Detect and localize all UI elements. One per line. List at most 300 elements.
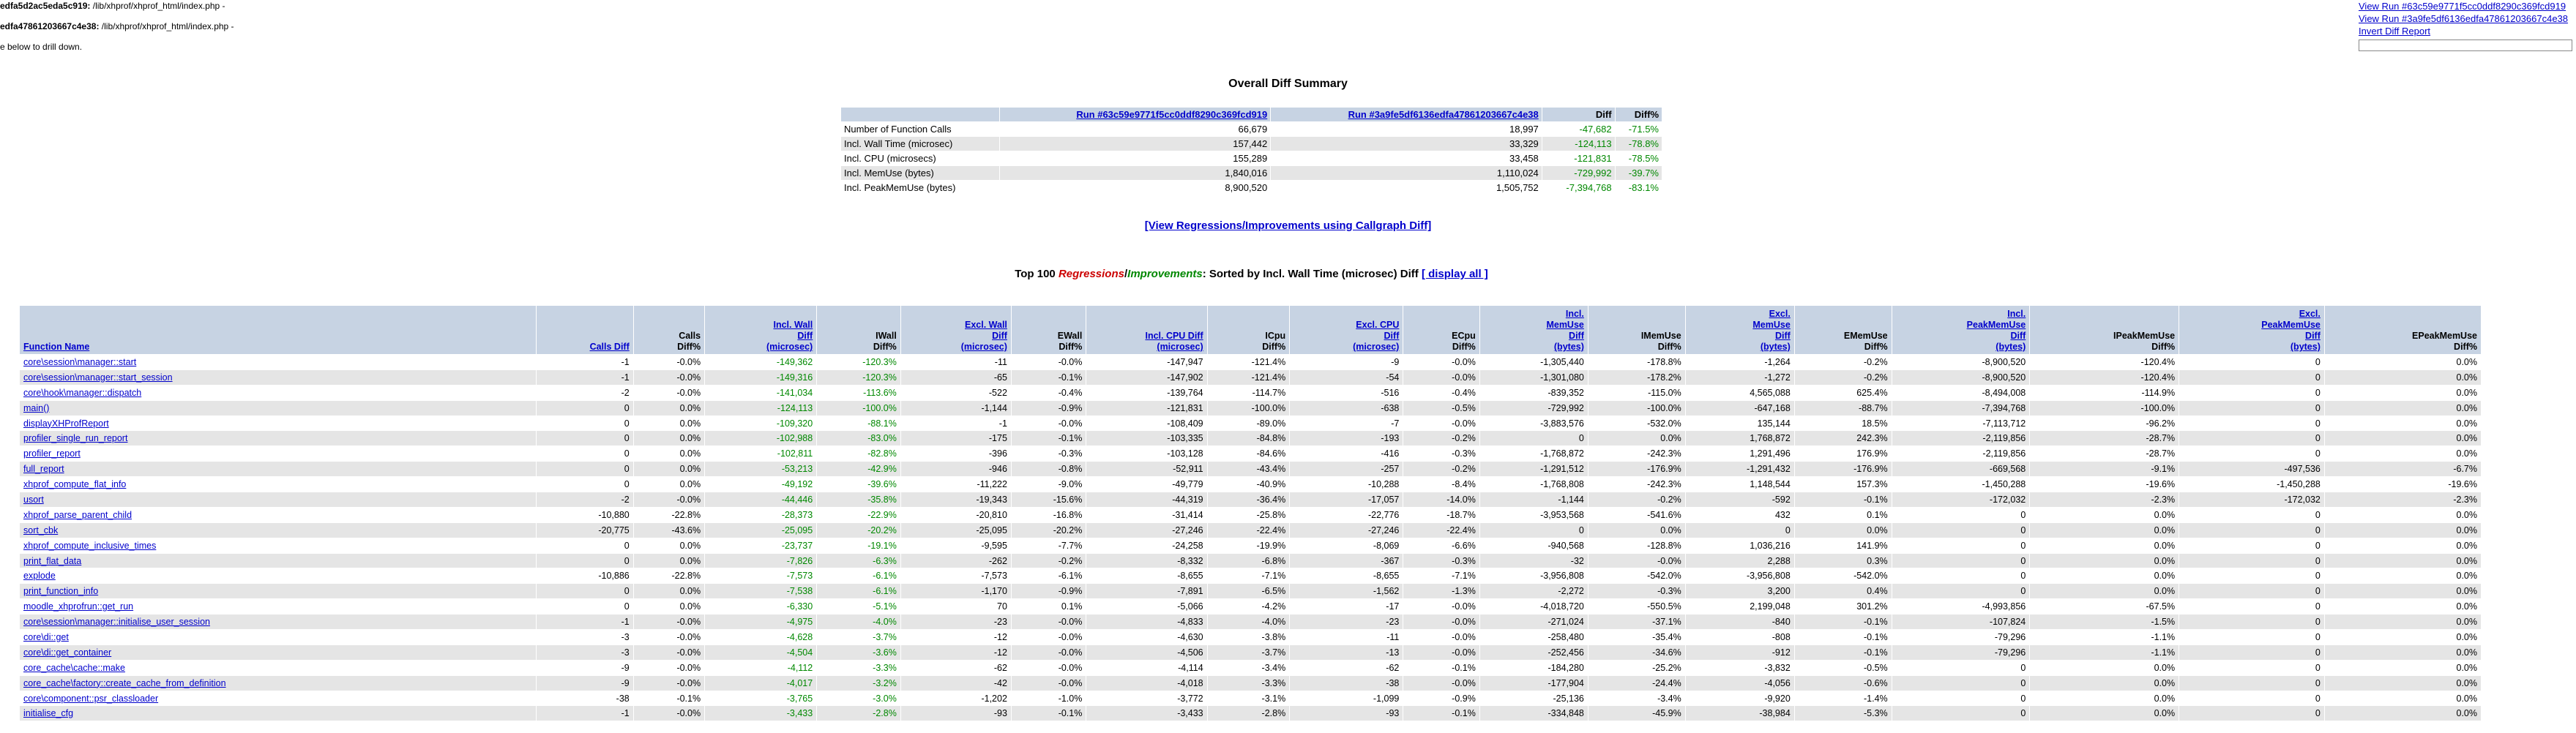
overall-summary-row [841, 122, 1662, 136]
cell-excl-peakmemuse-diff-bytes: 0 [2179, 508, 2324, 522]
cell-ecpu-diff: -14.0% [1403, 492, 1479, 507]
cell-function-name [20, 554, 536, 568]
table-row [20, 554, 2481, 568]
cell-excl-wall-diff-microsec: -7,573 [901, 568, 1011, 583]
overall-run1-link[interactable]: Run #63c59e9771f5cc0ddf8290c369fcd919 [1076, 109, 1268, 120]
overall-header-run1 [1000, 108, 1271, 121]
cell-ememuse-diff: 176.9% [1795, 446, 1892, 461]
top-right-links [2359, 0, 2572, 51]
column-header-label: Incl. PeakMemUse Diff (bytes) [1966, 309, 2026, 352]
cell-excl-peakmemuse-diff-bytes: 0 [2179, 630, 2324, 644]
cell-ipeakmemuse-diff: -2.3% [2030, 492, 2179, 507]
cell-imemuse-diff: -178.2% [1588, 370, 1685, 385]
cell-excl-peakmemuse-diff-bytes: -497,536 [2179, 462, 2324, 476]
sort-by-excl-cpu-diff-microsec-link[interactable] [1353, 320, 1399, 352]
run1-id-fragment: edfa5d2ac5eda5c919: [0, 1, 91, 11]
function-name-link[interactable]: profiler_report [23, 448, 81, 459]
slash-label: / [1124, 268, 1128, 280]
cell-calls-diff: 0.0% [634, 599, 704, 614]
cell-incl-cpu-diff-microsec: -4,018 [1086, 676, 1206, 691]
cell-excl-cpu-diff-microsec: -93 [1290, 706, 1403, 721]
display-all-link[interactable]: [ display all ] [1421, 268, 1488, 280]
cell-excl-peakmemuse-diff-bytes: 0 [2179, 554, 2324, 568]
cell-excl-cpu-diff-microsec: -8,069 [1290, 538, 1403, 553]
cell-incl-peakmemuse-diff-bytes: 0 [1892, 538, 2030, 553]
cell-calls-diff: -0.0% [634, 386, 704, 400]
cell-function-name [20, 431, 536, 446]
cell-imemuse-diff: -176.9% [1588, 462, 1685, 476]
cell-calls-diff: -20,775 [537, 523, 633, 538]
column-header-label: Function Name [23, 342, 90, 352]
cell-calls-diff: -0.0% [634, 492, 704, 507]
cell-excl-wall-diff-microsec: -1,202 [901, 691, 1011, 706]
cell-iwall-diff: -3.6% [817, 645, 900, 660]
cell-excl-wall-diff-microsec: -396 [901, 446, 1011, 461]
cell-function-name [20, 446, 536, 461]
table-row [20, 462, 2481, 476]
cell-icpu-diff: -6.5% [1208, 584, 1290, 598]
sort-by-calls-diff-link[interactable] [590, 342, 630, 352]
cell-excl-peakmemuse-diff-bytes: 0 [2179, 645, 2324, 660]
cell-calls-diff: -1 [537, 614, 633, 629]
cell-incl-memuse-diff-bytes: -940,568 [1480, 538, 1588, 553]
sort-by-incl-cpu-diff-microsec-link[interactable] [1145, 331, 1203, 352]
cell-epeakmemuse-diff: 0.0% [2325, 446, 2481, 461]
cell-incl-wall-diff-microsec: -6,330 [705, 599, 816, 614]
column-header-excl-cpu-diff-microsec [1290, 306, 1403, 354]
cell-incl-memuse-diff-bytes: -252,456 [1480, 645, 1588, 660]
cell-ipeakmemuse-diff: 0.0% [2030, 676, 2179, 691]
function-name-link[interactable]: profiler_single_run_report [23, 433, 128, 444]
cell-incl-peakmemuse-diff-bytes: -2,119,856 [1892, 446, 2030, 461]
cell-imemuse-diff: 0.0% [1588, 431, 1685, 446]
cell-epeakmemuse-diff: 0.0% [2325, 416, 2481, 431]
overall-cell-label: Incl. PeakMemUse (bytes) [841, 181, 999, 195]
overall-cell-pct: -39.7% [1616, 166, 1662, 180]
cell-calls-diff: 0 [537, 599, 633, 614]
improvements-label: Improvements [1127, 268, 1203, 280]
cell-excl-memuse-diff-bytes: 1,148,544 [1686, 477, 1794, 492]
function-name-link[interactable]: displayXHProfReport [23, 418, 109, 429]
cell-excl-cpu-diff-microsec: -17,057 [1290, 492, 1403, 507]
cell-ewall-diff: -0.2% [1012, 554, 1086, 568]
cell-ewall-diff: -0.4% [1012, 386, 1086, 400]
cell-icpu-diff: -3.3% [1208, 676, 1290, 691]
cell-incl-memuse-diff-bytes: 0 [1480, 523, 1588, 538]
top100-prefix: Top 100 [1015, 268, 1059, 280]
cell-ecpu-diff: -1.3% [1403, 584, 1479, 598]
cell-excl-peakmemuse-diff-bytes: 0 [2179, 386, 2324, 400]
cell-incl-wall-diff-microsec: -4,112 [705, 661, 816, 675]
function-name-link[interactable]: core_cache\cache::make [23, 662, 125, 673]
cell-ewall-diff: -0.0% [1012, 645, 1086, 660]
cell-iwall-diff: -100.0% [817, 401, 900, 416]
cell-icpu-diff: -40.9% [1208, 477, 1290, 492]
cell-excl-peakmemuse-diff-bytes: 0 [2179, 370, 2324, 385]
function-name-link[interactable]: core\di::get [23, 631, 69, 642]
cell-excl-memuse-diff-bytes: -1,264 [1686, 355, 1794, 369]
cell-imemuse-diff: -242.3% [1588, 446, 1685, 461]
cell-incl-cpu-diff-microsec: -139,764 [1086, 386, 1206, 400]
cell-function-name [20, 691, 536, 706]
cell-ecpu-diff: -0.5% [1403, 401, 1479, 416]
cell-excl-wall-diff-microsec: -12 [901, 645, 1011, 660]
cell-iwall-diff: -3.0% [817, 691, 900, 706]
column-header-label: Incl. MemUse Diff (bytes) [1546, 309, 1584, 352]
cell-ewall-diff: -9.0% [1012, 477, 1086, 492]
table-row [20, 676, 2481, 691]
overall-summary-header [841, 108, 1662, 121]
cell-excl-wall-diff-microsec: -175 [901, 431, 1011, 446]
cell-function-name [20, 416, 536, 431]
cell-ecpu-diff: -18.7% [1403, 508, 1479, 522]
cell-iwall-diff: -6.1% [817, 584, 900, 598]
cell-ecpu-diff: -22.4% [1403, 523, 1479, 538]
cell-imemuse-diff: -0.3% [1588, 584, 1685, 598]
sort-by-incl-peakmemuse-diff-bytes-link[interactable] [1967, 309, 2026, 352]
cell-ememuse-diff: -0.5% [1795, 661, 1892, 675]
overall-summary-row [841, 181, 1662, 195]
cell-iwall-diff: -82.8% [817, 446, 900, 461]
cell-excl-cpu-diff-microsec: -27,246 [1290, 523, 1403, 538]
column-header-excl-peakmemuse-diff-bytes [2179, 306, 2324, 354]
callgraph-diff-link[interactable]: [View Regressions/Improvements using Callgraph Diff] [1144, 219, 1432, 232]
cell-epeakmemuse-diff: 0.0% [2325, 691, 2481, 706]
cell-incl-cpu-diff-microsec: -4,630 [1086, 630, 1206, 644]
cell-excl-cpu-diff-microsec: -23 [1290, 614, 1403, 629]
function-name-link[interactable]: core\di::get_container [23, 647, 112, 658]
cell-excl-wall-diff-microsec: -262 [901, 554, 1011, 568]
cell-calls-diff: -1 [537, 706, 633, 721]
invert-diff-link[interactable]: Invert Diff Report [2359, 26, 2431, 37]
cell-ewall-diff: -0.8% [1012, 462, 1086, 476]
cell-calls-diff: -1 [537, 355, 633, 369]
cell-icpu-diff: -4.2% [1208, 599, 1290, 614]
cell-excl-wall-diff-microsec: -9,595 [901, 538, 1011, 553]
cell-calls-diff: -43.6% [634, 523, 704, 538]
cell-epeakmemuse-diff: 0.0% [2325, 401, 2481, 416]
cell-excl-peakmemuse-diff-bytes: -1,450,288 [2179, 477, 2324, 492]
function-name-link[interactable]: usort [23, 494, 44, 505]
cell-excl-memuse-diff-bytes: -4,056 [1686, 676, 1794, 691]
run2-source-line [0, 16, 234, 37]
function-name-link[interactable]: moodle_xhprofrun::get_run [23, 601, 134, 612]
cell-calls-diff: 0 [537, 554, 633, 568]
cell-ewall-diff: -0.1% [1012, 431, 1086, 446]
overall-header-diff: Diff [1542, 108, 1615, 121]
cell-excl-peakmemuse-diff-bytes: 0 [2179, 523, 2324, 538]
column-header-label: ICpu Diff% [1262, 331, 1286, 352]
cell-excl-peakmemuse-diff-bytes: 0 [2179, 355, 2324, 369]
cell-incl-wall-diff-microsec: -109,320 [705, 416, 816, 431]
cell-excl-memuse-diff-bytes: -647,168 [1686, 401, 1794, 416]
cell-incl-wall-diff-microsec: -3,765 [705, 691, 816, 706]
table-row [20, 691, 2481, 706]
cell-excl-memuse-diff-bytes: 3,200 [1686, 584, 1794, 598]
cell-excl-cpu-diff-microsec: -1,099 [1290, 691, 1403, 706]
cell-function-name [20, 355, 536, 369]
column-header-incl-cpu-diff-microsec [1086, 306, 1206, 354]
cell-incl-wall-diff-microsec: -149,316 [705, 370, 816, 385]
cell-excl-cpu-diff-microsec: -638 [1290, 401, 1403, 416]
cell-excl-memuse-diff-bytes: 135,144 [1686, 416, 1794, 431]
cell-ewall-diff: -0.1% [1012, 706, 1086, 721]
view-run2-link[interactable]: View Run #3a9fe5df6136edfa47861203667c4e38 [2359, 13, 2569, 24]
cell-excl-cpu-diff-microsec: -257 [1290, 462, 1403, 476]
cell-incl-cpu-diff-microsec: -147,947 [1086, 355, 1206, 369]
cell-excl-cpu-diff-microsec: -22,776 [1290, 508, 1403, 522]
overall-cell-label: Incl. MemUse (bytes) [841, 166, 999, 180]
cell-calls-diff: 0.0% [634, 584, 704, 598]
table-row [20, 492, 2481, 507]
run2-id-fragment: edfa47861203667c4e38: [0, 21, 100, 31]
function-name-link[interactable]: explode [23, 571, 56, 582]
cell-calls-diff: 0 [537, 401, 633, 416]
cell-epeakmemuse-diff: 0.0% [2325, 676, 2481, 691]
function-name-link[interactable]: sort_cbk [23, 525, 59, 535]
cell-excl-cpu-diff-microsec: -11 [1290, 630, 1403, 644]
cell-excl-peakmemuse-diff-bytes: 0 [2179, 706, 2324, 721]
function-search-input[interactable] [2359, 40, 2572, 51]
cell-iwall-diff: -4.0% [817, 614, 900, 629]
cell-calls-diff: -10,886 [537, 568, 633, 583]
function-name-link[interactable]: xhprof_parse_parent_child [23, 509, 132, 520]
cell-incl-cpu-diff-microsec: -24,258 [1086, 538, 1206, 553]
cell-incl-memuse-diff-bytes: -177,904 [1480, 676, 1588, 691]
function-name-link[interactable]: main() [23, 402, 50, 413]
cell-iwall-diff: -20.2% [817, 523, 900, 538]
cell-excl-memuse-diff-bytes: 2,288 [1686, 554, 1794, 568]
cell-excl-wall-diff-microsec: -20,810 [901, 508, 1011, 522]
cell-function-name [20, 462, 536, 476]
cell-icpu-diff: -121.4% [1208, 355, 1290, 369]
cell-incl-peakmemuse-diff-bytes: 0 [1892, 523, 2030, 538]
overall-run2-link[interactable]: Run #3a9fe5df6136edfa47861203667c4e38 [1348, 109, 1539, 120]
overall-cell-run2: 33,329 [1271, 137, 1542, 151]
cell-excl-memuse-diff-bytes: 1,291,496 [1686, 446, 1794, 461]
cell-incl-memuse-diff-bytes: -1,144 [1480, 492, 1588, 507]
cell-function-name [20, 568, 536, 583]
overall-cell-pct: -71.5% [1616, 122, 1662, 136]
cell-excl-wall-diff-microsec: -19,343 [901, 492, 1011, 507]
cell-imemuse-diff: -25.2% [1588, 661, 1685, 675]
sort-by-incl-wall-diff-microsec-link[interactable] [766, 320, 813, 352]
table-row [20, 706, 2481, 721]
cell-incl-peakmemuse-diff-bytes: -79,296 [1892, 630, 2030, 644]
cell-icpu-diff: -114.7% [1208, 386, 1290, 400]
function-name-link[interactable]: xhprof_compute_inclusive_times [23, 540, 157, 551]
overall-cell-diff: -124,113 [1542, 137, 1615, 151]
cell-incl-cpu-diff-microsec: -103,128 [1086, 446, 1206, 461]
cell-iwall-diff: -6.1% [817, 568, 900, 583]
cell-incl-wall-diff-microsec: -25,095 [705, 523, 816, 538]
cell-ememuse-diff: 0.0% [1795, 523, 1892, 538]
cell-excl-cpu-diff-microsec: -9 [1290, 355, 1403, 369]
cell-excl-memuse-diff-bytes: -3,832 [1686, 661, 1794, 675]
cell-ememuse-diff: -0.1% [1795, 645, 1892, 660]
cell-imemuse-diff: -550.5% [1588, 599, 1685, 614]
cell-excl-peakmemuse-diff-bytes: 0 [2179, 401, 2324, 416]
cell-ecpu-diff: -0.0% [1403, 630, 1479, 644]
cell-incl-cpu-diff-microsec: -121,831 [1086, 401, 1206, 416]
function-name-link[interactable]: core\session\manager::start [23, 356, 137, 367]
cell-function-name [20, 508, 536, 522]
cell-icpu-diff: -3.1% [1208, 691, 1290, 706]
cell-ememuse-diff: -542.0% [1795, 568, 1892, 583]
function-name-link[interactable]: print_function_info [23, 586, 99, 597]
sort-by-function-name-link[interactable] [23, 342, 89, 352]
cell-incl-memuse-diff-bytes: -3,883,576 [1480, 416, 1588, 431]
cell-ipeakmemuse-diff: -1.1% [2030, 645, 2179, 660]
overall-cell-run2: 33,458 [1271, 151, 1542, 165]
sort-by-excl-wall-diff-microsec-link[interactable] [961, 320, 1007, 352]
cell-incl-peakmemuse-diff-bytes: -79,296 [1892, 645, 2030, 660]
column-header-label: EMemUse Diff% [1843, 331, 1888, 352]
sort-by-excl-peakmemuse-diff-bytes-link[interactable] [2261, 309, 2321, 352]
cell-excl-cpu-diff-microsec: -1,562 [1290, 584, 1403, 598]
cell-iwall-diff: -120.3% [817, 370, 900, 385]
cell-ewall-diff: -0.9% [1012, 401, 1086, 416]
overall-cell-run1: 8,900,520 [1000, 181, 1271, 195]
cell-excl-memuse-diff-bytes: -1,291,432 [1686, 462, 1794, 476]
cell-excl-peakmemuse-diff-bytes: 0 [2179, 599, 2324, 614]
column-header-excl-wall-diff-microsec [901, 306, 1011, 354]
table-row [20, 645, 2481, 660]
function-name-link[interactable]: core\component::psr_classloader [23, 693, 159, 704]
cell-imemuse-diff: -3.4% [1588, 691, 1685, 706]
cell-ememuse-diff: 301.2% [1795, 599, 1892, 614]
cell-epeakmemuse-diff: -6.7% [2325, 462, 2481, 476]
cell-incl-cpu-diff-microsec: -4,114 [1086, 661, 1206, 675]
cell-function-name [20, 645, 536, 660]
column-header-label: Incl. Wall Diff (microsec) [766, 320, 813, 352]
cell-epeakmemuse-diff: 0.0% [2325, 706, 2481, 721]
cell-incl-memuse-diff-bytes: -258,480 [1480, 630, 1588, 644]
cell-icpu-diff: -84.6% [1208, 446, 1290, 461]
cell-incl-wall-diff-microsec: -4,628 [705, 630, 816, 644]
cell-ecpu-diff: -8.4% [1403, 477, 1479, 492]
cell-incl-cpu-diff-microsec: -5,066 [1086, 599, 1206, 614]
cell-excl-cpu-diff-microsec: -193 [1290, 431, 1403, 446]
cell-excl-memuse-diff-bytes: 2,199,048 [1686, 599, 1794, 614]
cell-calls-diff: -0.1% [634, 691, 704, 706]
cell-incl-wall-diff-microsec: -23,737 [705, 538, 816, 553]
function-name-link[interactable]: print_flat_data [23, 555, 82, 566]
cell-excl-wall-diff-microsec: -65 [901, 370, 1011, 385]
cell-calls-diff: -0.0% [634, 370, 704, 385]
column-header-label: Incl. CPU Diff (microsec) [1145, 331, 1203, 352]
function-name-link[interactable]: core_cache\factory::create_cache_from_definition [23, 677, 226, 688]
cell-ipeakmemuse-diff: 0.0% [2030, 554, 2179, 568]
cell-incl-peakmemuse-diff-bytes: -172,032 [1892, 492, 2030, 507]
function-name-link[interactable]: core\session\manager::start_session [23, 372, 173, 383]
cell-ipeakmemuse-diff: -19.6% [2030, 477, 2179, 492]
cell-incl-peakmemuse-diff-bytes: -2,119,856 [1892, 431, 2030, 446]
cell-incl-peakmemuse-diff-bytes: 0 [1892, 554, 2030, 568]
cell-ecpu-diff: -0.0% [1403, 645, 1479, 660]
table-row [20, 661, 2481, 675]
cell-ipeakmemuse-diff: -100.0% [2030, 401, 2179, 416]
cell-ewall-diff: -7.7% [1012, 538, 1086, 553]
overall-cell-run1: 157,442 [1000, 137, 1271, 151]
cell-ipeakmemuse-diff: 0.0% [2030, 691, 2179, 706]
overall-cell-run1: 155,289 [1000, 151, 1271, 165]
cell-incl-peakmemuse-diff-bytes: -1,450,288 [1892, 477, 2030, 492]
view-run1-link[interactable]: View Run #63c59e9771f5cc0ddf8290c369fcd919 [2359, 1, 2566, 12]
cell-imemuse-diff: -45.9% [1588, 706, 1685, 721]
sort-by-excl-memuse-diff-bytes-link[interactable] [1752, 309, 1790, 352]
column-header-label: IPeakMemUse Diff% [2113, 331, 2176, 352]
cell-function-name [20, 661, 536, 675]
cell-ememuse-diff: -88.7% [1795, 401, 1892, 416]
cell-imemuse-diff: -242.3% [1588, 477, 1685, 492]
overall-cell-run1: 1,840,016 [1000, 166, 1271, 180]
cell-ecpu-diff: -0.4% [1403, 386, 1479, 400]
cell-calls-diff: -22.8% [634, 568, 704, 583]
cell-incl-wall-diff-microsec: -149,362 [705, 355, 816, 369]
table-row [20, 446, 2481, 461]
function-name-link[interactable]: core\hook\manager::dispatch [23, 387, 142, 398]
cell-incl-cpu-diff-microsec: -44,319 [1086, 492, 1206, 507]
overall-cell-diff: -7,394,768 [1542, 181, 1615, 195]
cell-iwall-diff: -39.6% [817, 477, 900, 492]
cell-epeakmemuse-diff: 0.0% [2325, 599, 2481, 614]
cell-ecpu-diff: -6.6% [1403, 538, 1479, 553]
cell-iwall-diff: -113.6% [817, 386, 900, 400]
cell-excl-memuse-diff-bytes: 1,036,216 [1686, 538, 1794, 553]
cell-ecpu-diff: -7.1% [1403, 568, 1479, 583]
cell-incl-memuse-diff-bytes: -1,305,440 [1480, 355, 1588, 369]
cell-epeakmemuse-diff: -2.3% [2325, 492, 2481, 507]
function-name-link[interactable]: core\session\manager::initialise_user_session [23, 617, 210, 628]
run2-path: /lib/xhprof/xhprof_html/index.php - [99, 21, 234, 31]
overall-cell-run2: 18,997 [1271, 122, 1542, 136]
column-header-excl-memuse-diff-bytes [1686, 306, 1794, 354]
cell-calls-diff: -0.0% [634, 645, 704, 660]
cell-calls-diff: -0.0% [634, 661, 704, 675]
function-table-header [20, 306, 2481, 354]
cell-imemuse-diff: -128.8% [1588, 538, 1685, 553]
function-name-link[interactable]: full_report [23, 464, 64, 475]
cell-excl-wall-diff-microsec: -93 [901, 706, 1011, 721]
cell-ipeakmemuse-diff: -1.1% [2030, 630, 2179, 644]
cell-imemuse-diff: -34.6% [1588, 645, 1685, 660]
cell-excl-peakmemuse-diff-bytes: 0 [2179, 691, 2324, 706]
cell-incl-memuse-diff-bytes: -3,953,568 [1480, 508, 1588, 522]
cell-ecpu-diff: -0.0% [1403, 416, 1479, 431]
overall-cell-pct: -78.8% [1616, 137, 1662, 151]
cell-imemuse-diff: 0.0% [1588, 523, 1685, 538]
overall-header-run2 [1271, 108, 1542, 121]
cell-excl-memuse-diff-bytes: 432 [1686, 508, 1794, 522]
cell-incl-cpu-diff-microsec: -49,779 [1086, 477, 1206, 492]
cell-excl-wall-diff-microsec: -62 [901, 661, 1011, 675]
cell-calls-diff: 0.0% [634, 538, 704, 553]
function-name-link[interactable]: initialise_cfg [23, 708, 74, 719]
cell-epeakmemuse-diff: 0.0% [2325, 630, 2481, 644]
sort-by-incl-memuse-diff-bytes-link[interactable] [1546, 309, 1583, 352]
cell-excl-peakmemuse-diff-bytes: 0 [2179, 614, 2324, 629]
column-header-label: Calls Diff [589, 342, 630, 352]
cell-incl-memuse-diff-bytes: -334,848 [1480, 706, 1588, 721]
cell-excl-cpu-diff-microsec: -367 [1290, 554, 1403, 568]
cell-icpu-diff: -7.1% [1208, 568, 1290, 583]
function-name-link[interactable]: xhprof_compute_flat_info [23, 479, 127, 490]
cell-incl-peakmemuse-diff-bytes: 0 [1892, 508, 2030, 522]
function-diff-table [19, 305, 2482, 721]
cell-excl-wall-diff-microsec: -1,170 [901, 584, 1011, 598]
cell-excl-memuse-diff-bytes: -912 [1686, 645, 1794, 660]
